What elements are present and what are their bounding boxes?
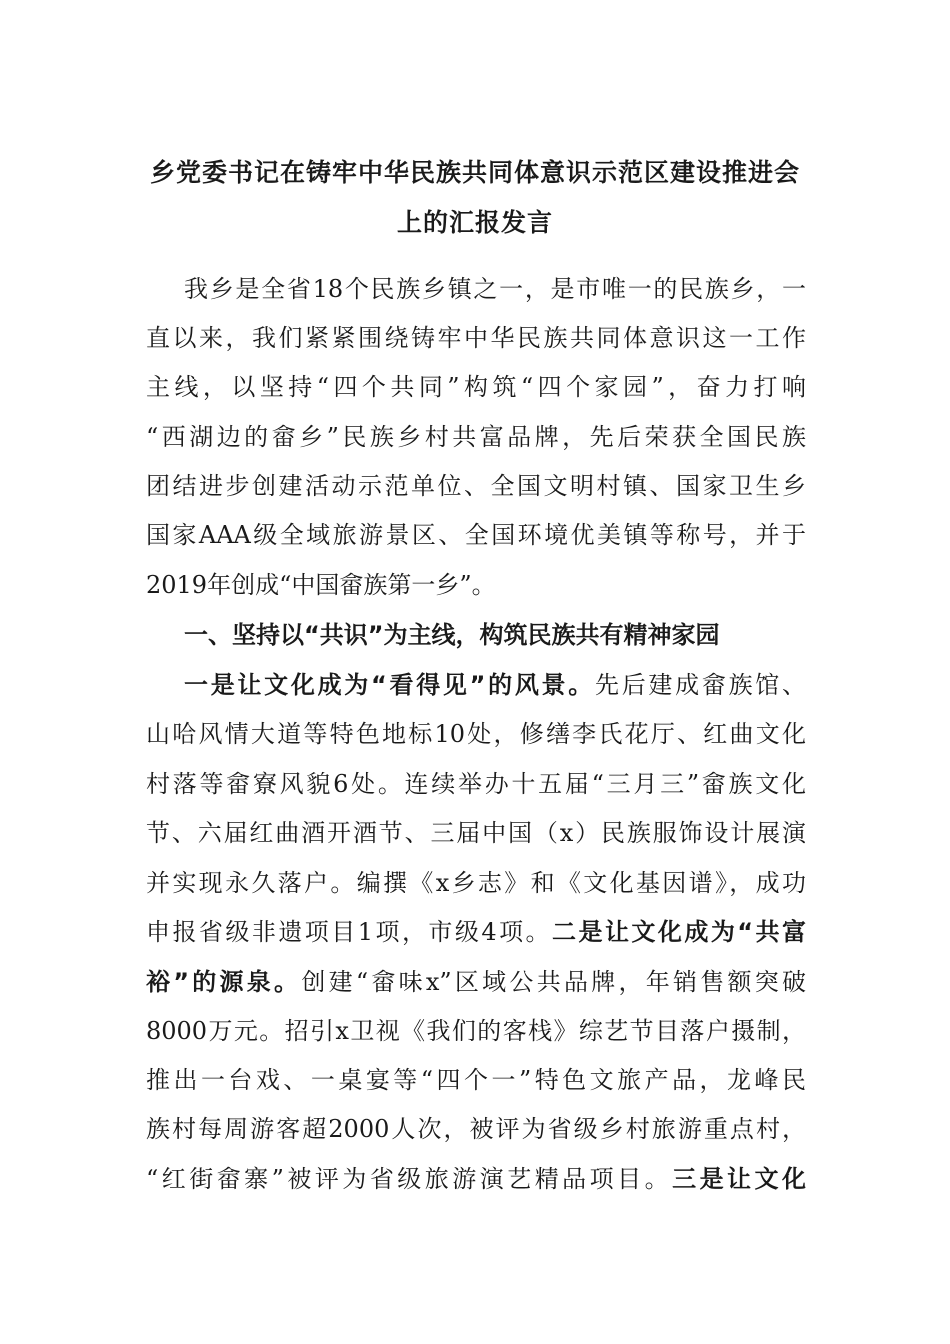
section1-line-6-text: 申报省级非遗项目1项，市级4项。 <box>146 918 553 946</box>
intro-line-7: 2019年创成“中国畲族第一乡”。 <box>146 571 496 599</box>
section1-line-1 <box>184 670 806 700</box>
section1-line-8: 8000万元。招引x卫视《我们的客栈》综艺节目落户摄制， <box>146 1017 806 1045</box>
section1-point-1-heading: 一是让文化成为“看得见”的风景。 <box>184 671 595 699</box>
section1-line-5: 并实现永久落户。编撰《x乡志》和《文化基因谱》，成功 <box>146 869 806 897</box>
intro-line-6: 国家AAA级全域旅游景区、全国环境优美镇等称号，并于 <box>146 521 806 549</box>
intro-line-1: 我乡是全省18个民族乡镇之一，是市唯一的民族乡，一 <box>184 275 806 303</box>
intro-line-4: “西湖边的畲乡”民族乡村共富品牌，先后荣获全国民族 <box>146 423 806 451</box>
section1-point-2-heading: 二是让文化成为“共富 <box>552 918 806 946</box>
intro-line-5: 团结进步创建活动示范单位、全国文明村镇、国家卫生乡 <box>146 472 806 500</box>
section1-point-2-heading-cont: 裕”的源泉。 <box>146 968 302 996</box>
document-title-line-2: 上的汇报发言 <box>396 208 553 237</box>
document-title-line-1: 乡党委书记在铸牢中华民族共同体意识示范区建设推进会 <box>149 158 800 187</box>
section1-line-2: 山哈风情大道等特色地标10处，修缮李氏花厅、红曲文化 <box>146 720 806 748</box>
section1-line-9: 推出一台戏、一桌宴等“四个一”特色文旅产品，龙峰民 <box>146 1066 806 1094</box>
section1-line-6 <box>146 917 806 947</box>
section1-line-10: 族村每周游客超2000人次，被评为省级乡村旅游重点村， <box>146 1115 806 1143</box>
section1-line-1-text: 先后建成畲族馆、 <box>595 671 807 699</box>
intro-line-3: 主线，以坚持“四个共同”构筑“四个家园”，奋力打响 <box>146 373 806 401</box>
section1-line-11-text: “红街畲寨”被评为省级旅游演艺精品项目。 <box>146 1165 673 1193</box>
section1-line-11 <box>146 1164 806 1194</box>
section1-line-7 <box>146 967 806 997</box>
section1-line-3: 村落等畲寮风貌6处。连续举办十五届“三月三”畲族文化 <box>146 770 806 798</box>
section1-point-3-heading: 三是让文化 <box>672 1165 807 1193</box>
section1-line-4: 节、六届红曲酒开酒节、三届中国（x）民族服饰设计展演 <box>146 819 806 847</box>
section-heading-1: 一、坚持以“共识”为主线，构筑民族共有精神家园 <box>184 621 720 649</box>
section1-line-7-text: 创建“畲味x”区域公共品牌，年销售额突破 <box>301 968 806 996</box>
intro-line-2: 直以来，我们紧紧围绕铸牢中华民族共同体意识这一工作 <box>146 324 806 352</box>
